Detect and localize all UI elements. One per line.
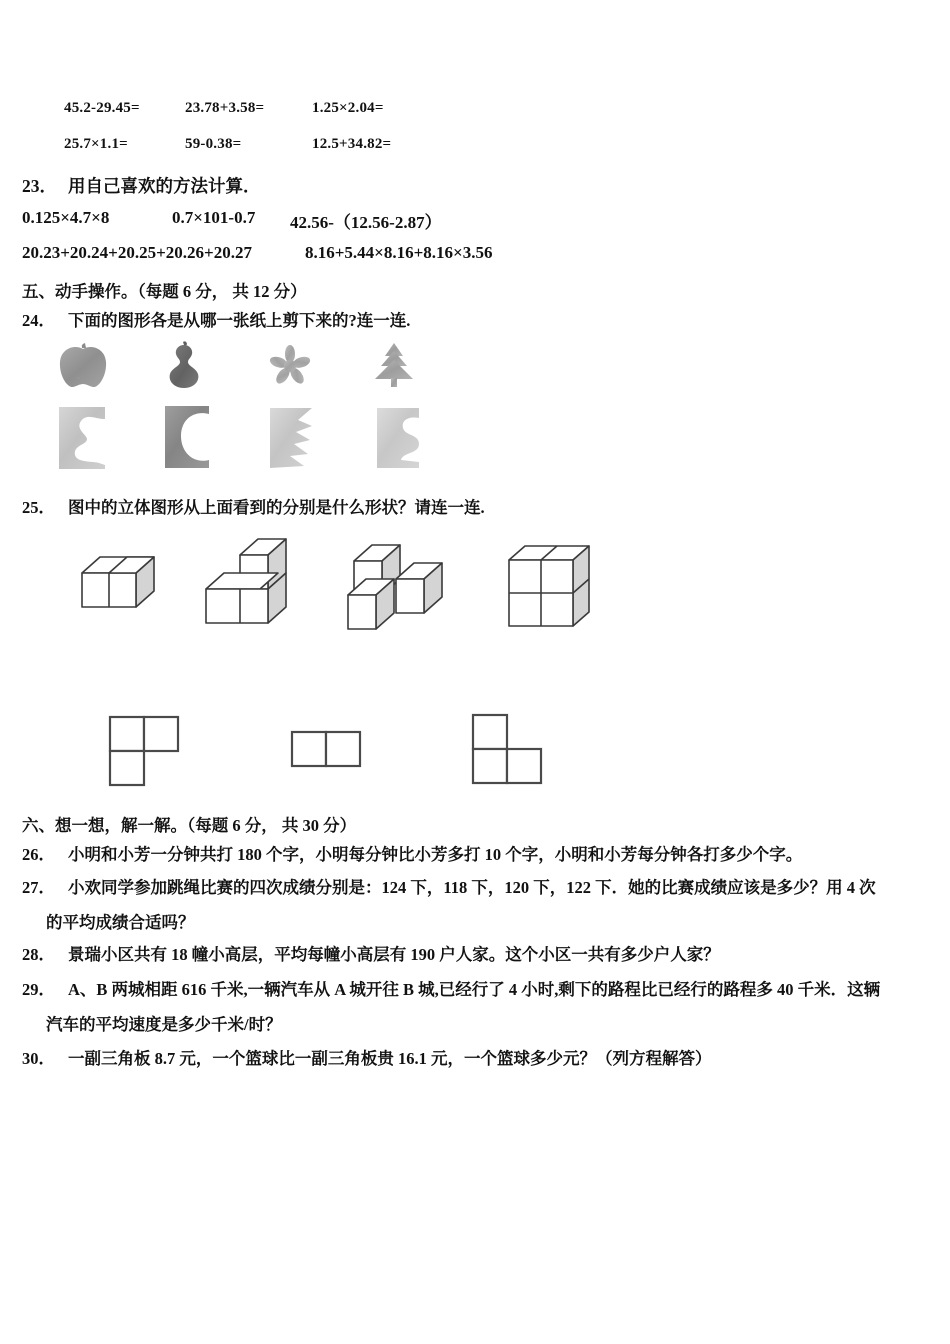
q27-text-line1: 小欢同学参加跳绳比赛的四次成绩分别是：124 下，118 下，120 下，122 下．她的比赛成绩应该是多少？用 4 次 (68, 878, 876, 897)
top-view-one-by-two-rectangle (290, 730, 364, 770)
oral-calc-row2-item2: 59-0.38= (185, 136, 242, 152)
q23-expr-2: 0.7×101-0.7 (172, 208, 256, 227)
q28-number: 28． (22, 945, 55, 964)
solid-l-shape-with-upper-cube (196, 533, 316, 635)
q23-expr-3: 42.56-（12.56-2.87） (290, 213, 442, 232)
q27-text-line2: 的平均成绩合适吗？ (46, 913, 195, 932)
q23-expr-4: 20.23+20.24+20.25+20.26+20.27 (22, 243, 252, 262)
oral-calc-row1-item2: 23.78+3.58= (185, 100, 265, 116)
oral-calc-row1-item3: 1.25×2.04= (312, 100, 384, 116)
q24-prompt: 下面的图形各是从哪一张纸上剪下来的?连一连. (68, 311, 411, 330)
q24-number: 24． (22, 311, 55, 330)
oral-calc-row1-item1: 45.2-29.45= (64, 100, 140, 116)
q26-text: 小明和小芳一分钟共打 180 个字，小明每分钟比小芳多打 10 个字，小明和小芳每分钟各打多少个字。 (68, 845, 803, 864)
q27-number: 27． (22, 878, 55, 897)
q23-expr-5: 8.16+5.44×8.16+8.16×3.56 (305, 243, 493, 262)
q26-number: 26． (22, 845, 55, 864)
q28-text: 景瑞小区共有 18 幢小高层，平均每幢小高层有 190 户人家。这个小区一共有多少户人家？ (68, 945, 720, 964)
paper-with-apple-hole-icon (57, 405, 109, 471)
q23-number: 23． (22, 176, 57, 196)
paper-with-flower-hole-icon (268, 406, 316, 470)
paper-with-gourd-hole-icon (163, 404, 213, 470)
oral-calc-row2-item3: 12.5+34.82= (312, 136, 392, 152)
section-5-heading: 五、动手操作。（每题 6 分， 共 12 分） (22, 282, 307, 301)
flower-cutout-icon (263, 345, 317, 389)
q23-prompt: 用自己喜欢的方法计算． (68, 176, 261, 196)
q30-text: 一副三角板 8.7 元，一个篮球比一副三角板贵 16.1 元，一个篮球多少元？（列方程解答） (68, 1049, 712, 1068)
top-view-l-shape (471, 713, 543, 787)
q25-number: 25． (22, 498, 55, 517)
top-view-gamma-shape (108, 715, 180, 787)
q25-prompt: 图中的立体图形从上面看到的分别是什么形状？请连一连. (68, 498, 485, 517)
solid-two-by-two-wall (497, 538, 613, 636)
apple-cutout-icon (55, 342, 111, 390)
q29-number: 29． (22, 980, 55, 999)
q29-text-line2: 汽车的平均速度是多少千米/时？ (46, 1015, 282, 1034)
q23-expr-1: 0.125×4.7×8 (22, 208, 110, 227)
section-6-heading: 六、想一想，解一解。（每题 6 分， 共 30 分） (22, 816, 357, 835)
gourd-cutout-icon (163, 340, 205, 390)
solid-two-cubes-in-a-row (72, 543, 182, 633)
oral-calc-row2-item1: 25.7×1.1= (64, 136, 128, 152)
solid-three-cube-corner (340, 533, 462, 637)
q30-number: 30． (22, 1049, 55, 1068)
tree-cutout-icon (370, 341, 418, 389)
paper-with-tree-hole-icon (375, 406, 423, 470)
q29-text-line1: A、B 两城相距 616 千米,一辆汽车从 A 城开往 B 城,已经行了 4 小时,剩下的路程比已经行的路程多 40 千米．这辆 (68, 980, 881, 999)
